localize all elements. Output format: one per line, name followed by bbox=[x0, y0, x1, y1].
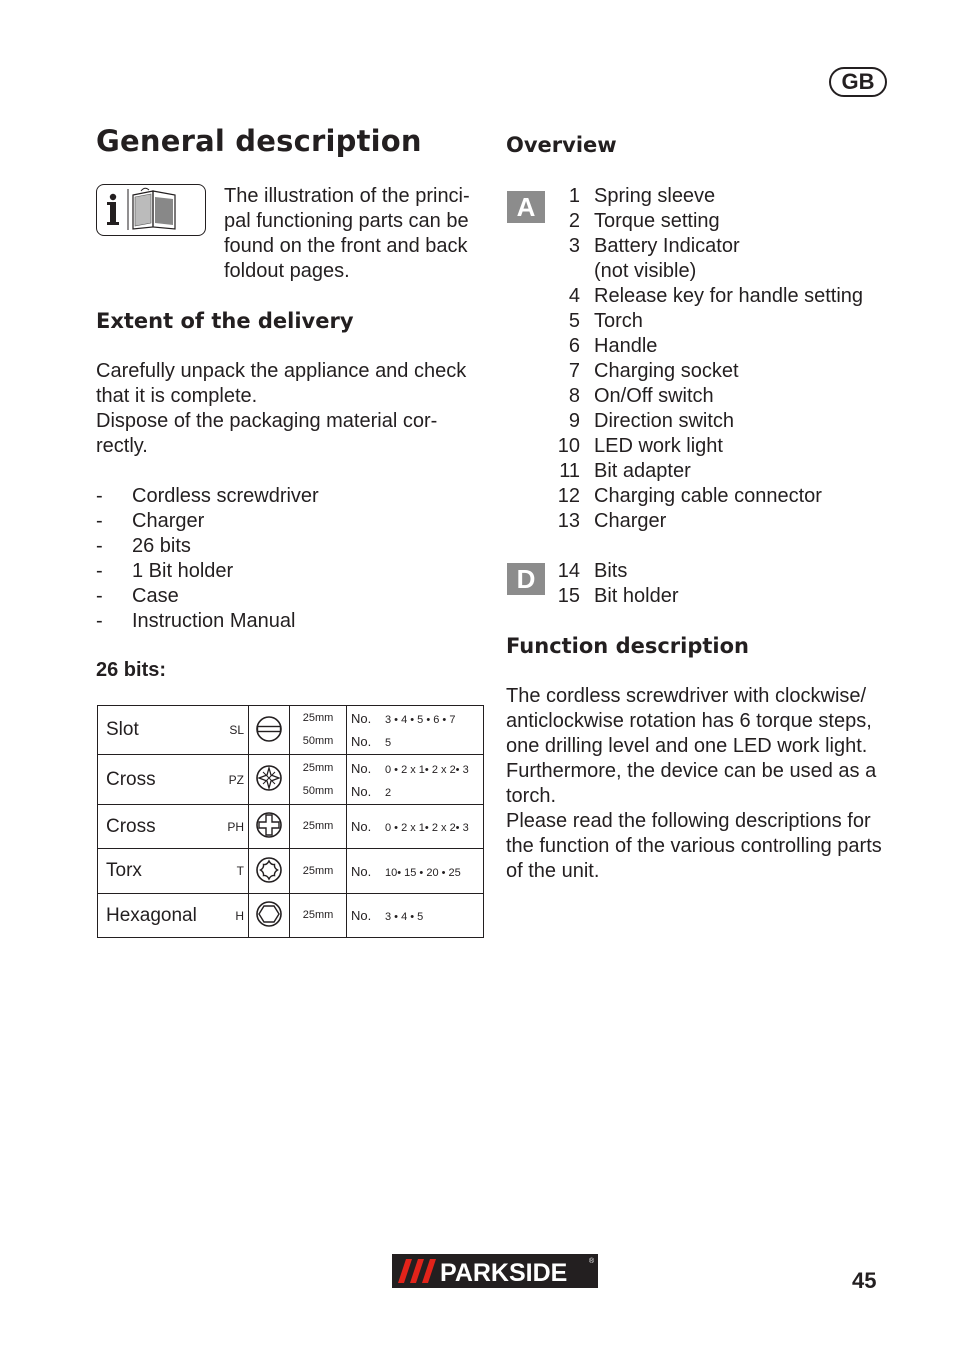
item-number: 5 bbox=[568, 310, 580, 332]
bit-abbr: T bbox=[214, 849, 249, 894]
text-line: The cordless screwdriver with clockwise/ bbox=[506, 685, 867, 707]
table-row bbox=[98, 894, 484, 938]
length-value: 25mm bbox=[302, 909, 334, 921]
item-label: On/Off switch bbox=[594, 385, 714, 407]
list-item bbox=[552, 209, 892, 234]
text-line: torch. bbox=[506, 785, 557, 807]
list-item bbox=[552, 234, 892, 259]
pozidriv-bit-icon bbox=[249, 755, 290, 805]
list-item: - 1 Bit holder bbox=[96, 560, 234, 582]
length-value: 25mm bbox=[302, 712, 334, 724]
item-number: 10 bbox=[557, 435, 580, 457]
item-label: (not visible) bbox=[594, 260, 697, 282]
item-label: Bits bbox=[594, 560, 628, 582]
text-line: Please read the following descriptions for bbox=[506, 810, 871, 832]
item-label: Direction switch bbox=[594, 410, 735, 432]
text-line: the function of the various controlling parts bbox=[506, 835, 882, 857]
figure-label-a: A bbox=[507, 191, 545, 223]
list-item bbox=[552, 484, 892, 509]
text-line: rectly. bbox=[96, 435, 148, 457]
item-label: Release key for handle setting bbox=[594, 285, 864, 307]
item-label: Spring sleeve bbox=[594, 185, 716, 207]
list-item: - Cordless screwdriver bbox=[96, 485, 319, 507]
bit-type: Cross bbox=[98, 805, 215, 849]
info-manual-icon bbox=[96, 184, 206, 236]
section-title-overview: Overview bbox=[506, 133, 617, 157]
bit-type: Hexagonal bbox=[98, 894, 215, 938]
item-label: Handle bbox=[594, 335, 658, 357]
delivery-list bbox=[96, 484, 486, 634]
list-item bbox=[552, 459, 892, 484]
length-value: 50mm bbox=[302, 735, 334, 747]
table-row bbox=[98, 706, 484, 755]
length-value: 25mm bbox=[302, 820, 334, 832]
list-item bbox=[552, 284, 892, 309]
overview-list-a bbox=[552, 184, 892, 534]
slot-bit-icon bbox=[249, 706, 290, 755]
list-item-label: 26 bits bbox=[132, 535, 191, 557]
item-label: Bit holder bbox=[594, 585, 679, 607]
item-number: 9 bbox=[568, 410, 580, 432]
bit-abbr: PH bbox=[214, 805, 249, 849]
bit-abbr: H bbox=[214, 894, 249, 938]
svg-text:®: ® bbox=[589, 1258, 595, 1265]
item-number: 11 bbox=[559, 460, 580, 482]
bit-abbr: SL bbox=[214, 706, 249, 755]
bit-numbers bbox=[347, 849, 484, 894]
figure-label-d: D bbox=[507, 563, 545, 595]
list-item bbox=[552, 409, 892, 434]
bit-numbers bbox=[347, 894, 484, 938]
item-number: 14 bbox=[557, 560, 580, 582]
item-number: 15 bbox=[557, 585, 580, 607]
bit-numbers bbox=[347, 706, 484, 755]
item-label: LED work light bbox=[594, 435, 723, 457]
text-line: that it is complete. bbox=[96, 385, 258, 407]
no-values: 5 bbox=[385, 737, 392, 749]
list-item-label: Instruction Manual bbox=[132, 610, 296, 632]
text-line: The illustration of the princi- bbox=[224, 185, 470, 207]
item-label: Charging cable connector bbox=[594, 485, 822, 507]
item-number: 3 bbox=[568, 235, 580, 257]
item-label: Bit adapter bbox=[594, 460, 691, 482]
list-item bbox=[552, 184, 892, 209]
item-number: 8 bbox=[568, 385, 580, 407]
table-row bbox=[98, 755, 484, 805]
item-label: Charger bbox=[594, 510, 667, 532]
brand-logo bbox=[392, 1254, 598, 1288]
no-label: No. bbox=[351, 819, 372, 834]
list-item bbox=[552, 259, 892, 284]
info-paragraph bbox=[224, 184, 484, 284]
table-row bbox=[98, 805, 484, 849]
list-item bbox=[552, 509, 892, 534]
item-label: Torque setting bbox=[594, 210, 720, 232]
no-label: No. bbox=[351, 711, 372, 726]
length-value: 25mm bbox=[302, 864, 334, 877]
item-number: 7 bbox=[568, 360, 580, 382]
list-item-label: Cordless screwdriver bbox=[132, 485, 319, 507]
list-item bbox=[552, 309, 892, 334]
section-title-general: General description bbox=[96, 124, 422, 158]
list-item-label: Charger bbox=[132, 510, 205, 532]
text-line: one drilling level and one LED work light. bbox=[506, 735, 868, 757]
length-value: 50mm bbox=[302, 784, 334, 797]
bit-lengths bbox=[290, 706, 347, 755]
table-row bbox=[98, 849, 484, 894]
bit-type: Slot bbox=[98, 706, 215, 755]
bit-type: Cross bbox=[98, 755, 215, 805]
item-number: 12 bbox=[557, 485, 580, 507]
bits-table bbox=[97, 705, 484, 938]
list-item: - 26 bits bbox=[96, 535, 191, 557]
item-number: 4 bbox=[568, 285, 580, 307]
bits-heading: 26 bits: bbox=[96, 659, 167, 681]
brand-name: PARKSIDE bbox=[440, 1259, 568, 1287]
list-item bbox=[552, 384, 892, 409]
text-line: foldout pages. bbox=[224, 260, 350, 282]
no-values: 0 • 2 x 1• 2 x 2• 3 bbox=[385, 763, 469, 776]
bit-numbers bbox=[347, 805, 484, 849]
bit-lengths bbox=[290, 805, 347, 849]
no-label: No. bbox=[351, 760, 372, 776]
no-values: 3 • 4 • 5 • 6 • 7 bbox=[385, 714, 456, 726]
item-label: Torch bbox=[594, 310, 643, 332]
bit-lengths bbox=[290, 755, 347, 805]
list-item-label: 1 Bit holder bbox=[132, 560, 234, 582]
no-label: No. bbox=[351, 908, 372, 923]
item-number: 13 bbox=[557, 510, 580, 532]
list-item bbox=[552, 359, 892, 384]
length-value: 25mm bbox=[302, 761, 334, 774]
item-number: 2 bbox=[568, 210, 580, 232]
item-label: Battery Indicator bbox=[594, 235, 740, 257]
phillips-bit-icon bbox=[249, 805, 290, 849]
list-item bbox=[552, 334, 892, 359]
hex-bit-icon bbox=[249, 894, 290, 938]
text-line: pal functioning parts can be bbox=[224, 210, 469, 232]
list-item: - Instruction Manual bbox=[96, 610, 296, 632]
list-item: - Charger bbox=[96, 510, 205, 532]
no-values: 10• 15 • 20 • 25 bbox=[385, 866, 461, 879]
list-item-label: Case bbox=[132, 585, 179, 607]
list-item: - Case bbox=[96, 585, 179, 607]
section-title-delivery: Extent of the delivery bbox=[96, 309, 354, 333]
text-line: of the unit. bbox=[506, 860, 600, 882]
bit-numbers bbox=[347, 755, 484, 805]
overview-list-d bbox=[552, 559, 892, 609]
text-line: Dispose of the packaging material cor- bbox=[96, 410, 438, 432]
bit-type: Torx bbox=[98, 849, 215, 894]
item-number: 6 bbox=[568, 335, 580, 357]
delivery-paragraph bbox=[96, 359, 486, 459]
text-line: Carefully unpack the appliance and check bbox=[96, 360, 467, 382]
bit-abbr: PZ bbox=[214, 755, 249, 805]
item-label: Charging socket bbox=[594, 360, 739, 382]
text-line: anticlockwise rotation has 6 torque steps, bbox=[506, 710, 872, 732]
no-values: 3 • 4 • 5 bbox=[385, 911, 424, 923]
page-number: 45 bbox=[852, 1268, 877, 1293]
bit-lengths bbox=[290, 894, 347, 938]
no-label: No. bbox=[351, 734, 372, 749]
list-item bbox=[552, 434, 892, 459]
list-item bbox=[552, 584, 892, 609]
item-number: 1 bbox=[568, 185, 580, 207]
text-line: found on the front and back bbox=[224, 235, 468, 257]
no-label: No. bbox=[351, 783, 372, 799]
language-badge: GB bbox=[829, 67, 887, 97]
text-line: Furthermore, the device can be used as a bbox=[506, 760, 877, 782]
section-title-function: Function description bbox=[506, 634, 749, 658]
no-values: 0 • 2 x 1• 2 x 2• 3 bbox=[385, 822, 469, 834]
function-paragraph bbox=[506, 684, 896, 884]
no-values: 2 bbox=[385, 786, 392, 799]
list-item bbox=[552, 559, 892, 584]
bit-lengths bbox=[290, 849, 347, 894]
torx-bit-icon bbox=[249, 849, 290, 894]
no-label: No. bbox=[351, 863, 372, 879]
